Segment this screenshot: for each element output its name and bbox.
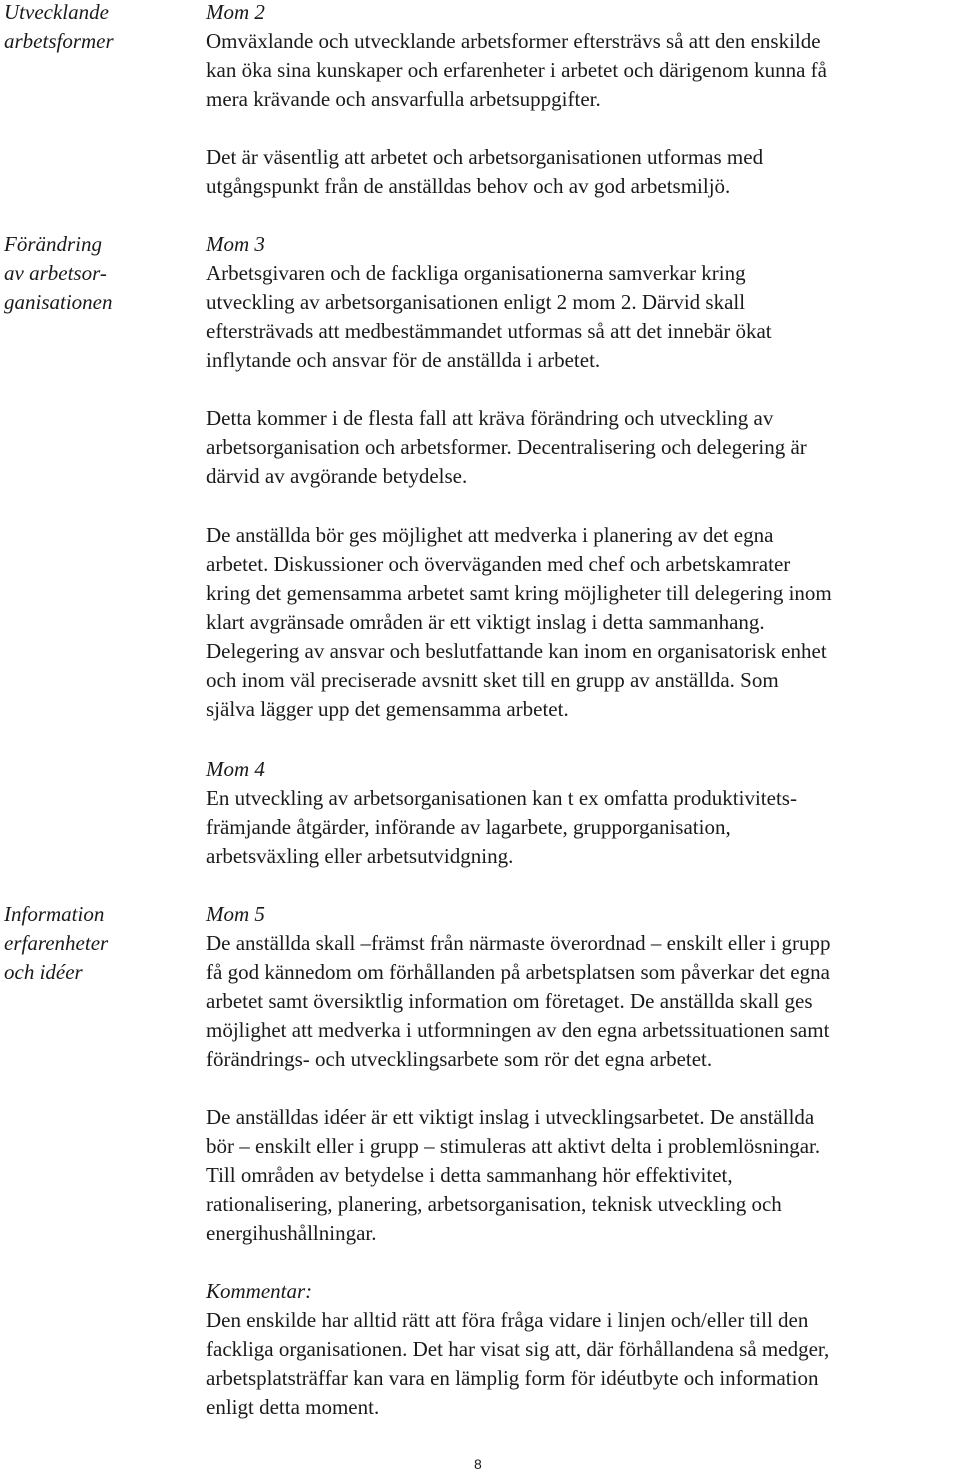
- mom-2-heading: Mom 2: [206, 0, 265, 24]
- mom-5-paragraph-2: De anställdas idéer är ett viktigt inslag i utvecklingsarbetet. De anställda bör – enskilt eller i grupp – stimuleras att aktivt delta i problemlösningar. Till områden av betydelse i detta sammanhang hör effektivitet, rationalisering, planering, arbetsorganisation, teknisk utveckling och energihushållningar.: [206, 1105, 821, 1245]
- margin-label-forandring-av-arbetsorganisationen: Förändring av arbetsor- ganisationen: [4, 232, 113, 314]
- mom-4-paragraph-1: En utveckling av arbetsorganisationen kan t ex omfatta produktivitets- främjande åtgärder, införande av lagarbete, grupporganisation, arbetsväxling eller arbetsutvidgning.: [206, 786, 797, 868]
- mom-3-heading: Mom 3: [206, 232, 265, 256]
- mom-5-heading: Mom 5: [206, 902, 265, 926]
- margin-label-utvecklande-arbetsformer: Utvecklande arbetsformer: [4, 0, 114, 53]
- mom-3-paragraph-3: De anställda bör ges möjlighet att medverka i planering av det egna arbetet. Diskussioner och överväganden med chef och arbetskamrater kring det gemensamma arbetet samt kring möjligheter till delegering inom klart avgränsade områden är ett viktigt inslag i detta sammanhang. Delegering av ansvar och beslutfattande kan inom en organisatorisk enhet och inom väl preciserade avsnitt sket till en grupp av anställda. Som själva lägger upp det gemensamma arbetet.: [206, 523, 832, 721]
- page-number: 8: [474, 1456, 482, 1472]
- mom-3-paragraph-1: Arbetsgivaren och de fackliga organisationerna samverkar kring utveckling av arbetsorganisationen enligt 2 mom 2. Därvid skall eftersträvads att medbestämmandet utformas så att det innebär ökat inflytande och ansvar för de anställda i arbetet.: [206, 261, 772, 372]
- mom-5-paragraph-1: De anställda skall –främst från närmaste överordnad – enskilt eller i grupp få god kännedom om förhållanden på arbetsplatsen som påverkar det egna arbetet samt översiktlig information om företaget. De anställda skall ges möjlighet att medverka i utformningen av den egna arbetssituationen samt förändrings- och utvecklingsarbete som rör det egna arbetet.: [206, 931, 831, 1071]
- mom-2-paragraph-1: Omväxlande och utvecklande arbetsformer eftersträvs så att den enskilde kan öka sina kunskaper och erfarenheter i arbetet och därigenom kunna få mera krävande och ansvarfulla arbetsuppgifter.: [206, 29, 827, 111]
- kommentar-heading: Kommentar:: [206, 1279, 313, 1303]
- mom-4-heading: Mom 4: [206, 757, 265, 781]
- margin-label-information-erfarenheter-ideer: Information erfarenheter och idéer: [4, 902, 109, 984]
- mom-2-paragraph-2: Det är väsentlig att arbetet och arbetsorganisationen utformas med utgångspunkt från de anställdas behov och av god arbetsmiljö.: [206, 145, 764, 198]
- mom-3-paragraph-2: Detta kommer i de flesta fall att kräva förändring och utveckling av arbetsorganisation och arbetsformer. Decentralisering och delegering är därvid av avgörande betydelse.: [206, 406, 807, 488]
- kommentar-paragraph: Den enskilde har alltid rätt att föra fråga vidare i linjen och/eller till den fackliga organisationen. Det har visat sig att, där förhållandena så medger, arbetsplatsträffar kan vara en lämplig form för idéutbyte och information enligt detta moment.: [206, 1308, 830, 1419]
